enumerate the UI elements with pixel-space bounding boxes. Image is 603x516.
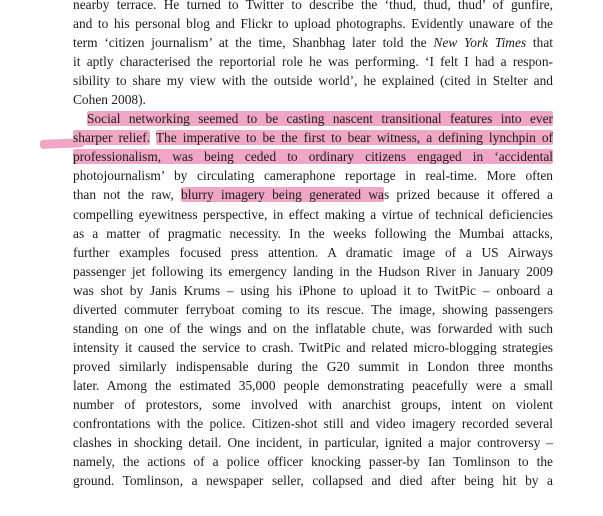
- text-span: than not the raw,: [73, 187, 174, 203]
- text-span: that: [526, 35, 554, 51]
- highlighted-text: sharper relief.: [73, 130, 151, 146]
- text-line: clashes in shocking detail. One incident, in particular, ignited a major controversy –: [73, 435, 553, 451]
- text-line: [73, 147, 553, 166]
- text-line: further examples focused press attention. A dramatic image of a US Airways: [73, 244, 553, 260]
- text-line: was shot by Janis Krums – using his iPhone to upload it to TwitPic – onboard a: [73, 282, 553, 298]
- text-line: photojournalism’ by circulating cameraphone reportage in real-time. More often: [73, 168, 553, 184]
- text-line: namely, the actions of a police officer knocking passer-by Ian Tomlinson to the: [73, 454, 553, 470]
- text-line: as a matter of pragmatic necessity. In the weeks following the Mumbai attacks,: [73, 225, 553, 241]
- highlighted-text: Social networking seemed to be casting nascent transitional features into ever: [87, 111, 553, 127]
- highlighted-text: professionalism, was being ceded to ordinary citizens engaged in ‘accidental: [73, 149, 553, 165]
- text-line: diverted commuter ferryboat coming to its rescue. The image, showing passengers: [73, 301, 553, 317]
- highlighted-text: blurry imagery being generated wa: [181, 187, 384, 203]
- text-line: compelling eyewitness perspective, in effect making a virtue of technical deficiencies: [73, 206, 553, 222]
- body-text: [73, 0, 553, 490]
- text-line: later. Among the estimated 35,000 people demonstrating peacefully were a small: [73, 377, 553, 393]
- text-line: intensity it caused the service to crash. TwitPic and related micro-blogging strategies: [73, 339, 553, 355]
- text-line: number of protestors, some involved with anarchist groups, intent on violent: [73, 396, 553, 412]
- text-line: and to his personal blog and Flickr to upload photographs. Evidently unaware of the: [73, 16, 553, 32]
- text-line: [73, 185, 553, 204]
- text-line: [73, 33, 553, 52]
- text-line: [73, 128, 553, 147]
- newspaper-title: New York Times: [433, 35, 527, 51]
- text-line: sibility to share my view with the outside world’, he explained (cited in Stelter and: [73, 73, 553, 89]
- text-line: it aptly characterised the reportorial role he was performing. ‘I felt I had a respon-: [73, 54, 553, 70]
- highlighted-text: The imperative to be the first to bear witness, a defining lynchpin of: [155, 130, 553, 146]
- text-span: s prized because it offered a: [383, 187, 553, 203]
- text-line: confrontations with the police. Citizen-shot still and video imagery recorded several: [73, 416, 553, 432]
- text-line: ground. Tomlinson, a newspaper seller, collapsed and died after being hit by a: [73, 473, 553, 489]
- text-line: nearby terrace. He turned to Twitter to describe the ‘thud, thud, thud’ of gunfire,: [73, 0, 553, 12]
- text-line: passenger jet following its emergency landing in the Hudson River in January 2009: [73, 263, 553, 279]
- text-span: term ‘citizen journalism’ at the time, Shanbhag later told the: [73, 35, 427, 51]
- text-line: Cohen 2008).: [73, 92, 146, 108]
- text-line: standing on one of the wings and on the inflatable chute, was forwarded with such: [73, 320, 553, 336]
- text-line: proved similarly indispensable during the G20 summit in London three months: [73, 358, 553, 374]
- text-line: [73, 109, 553, 128]
